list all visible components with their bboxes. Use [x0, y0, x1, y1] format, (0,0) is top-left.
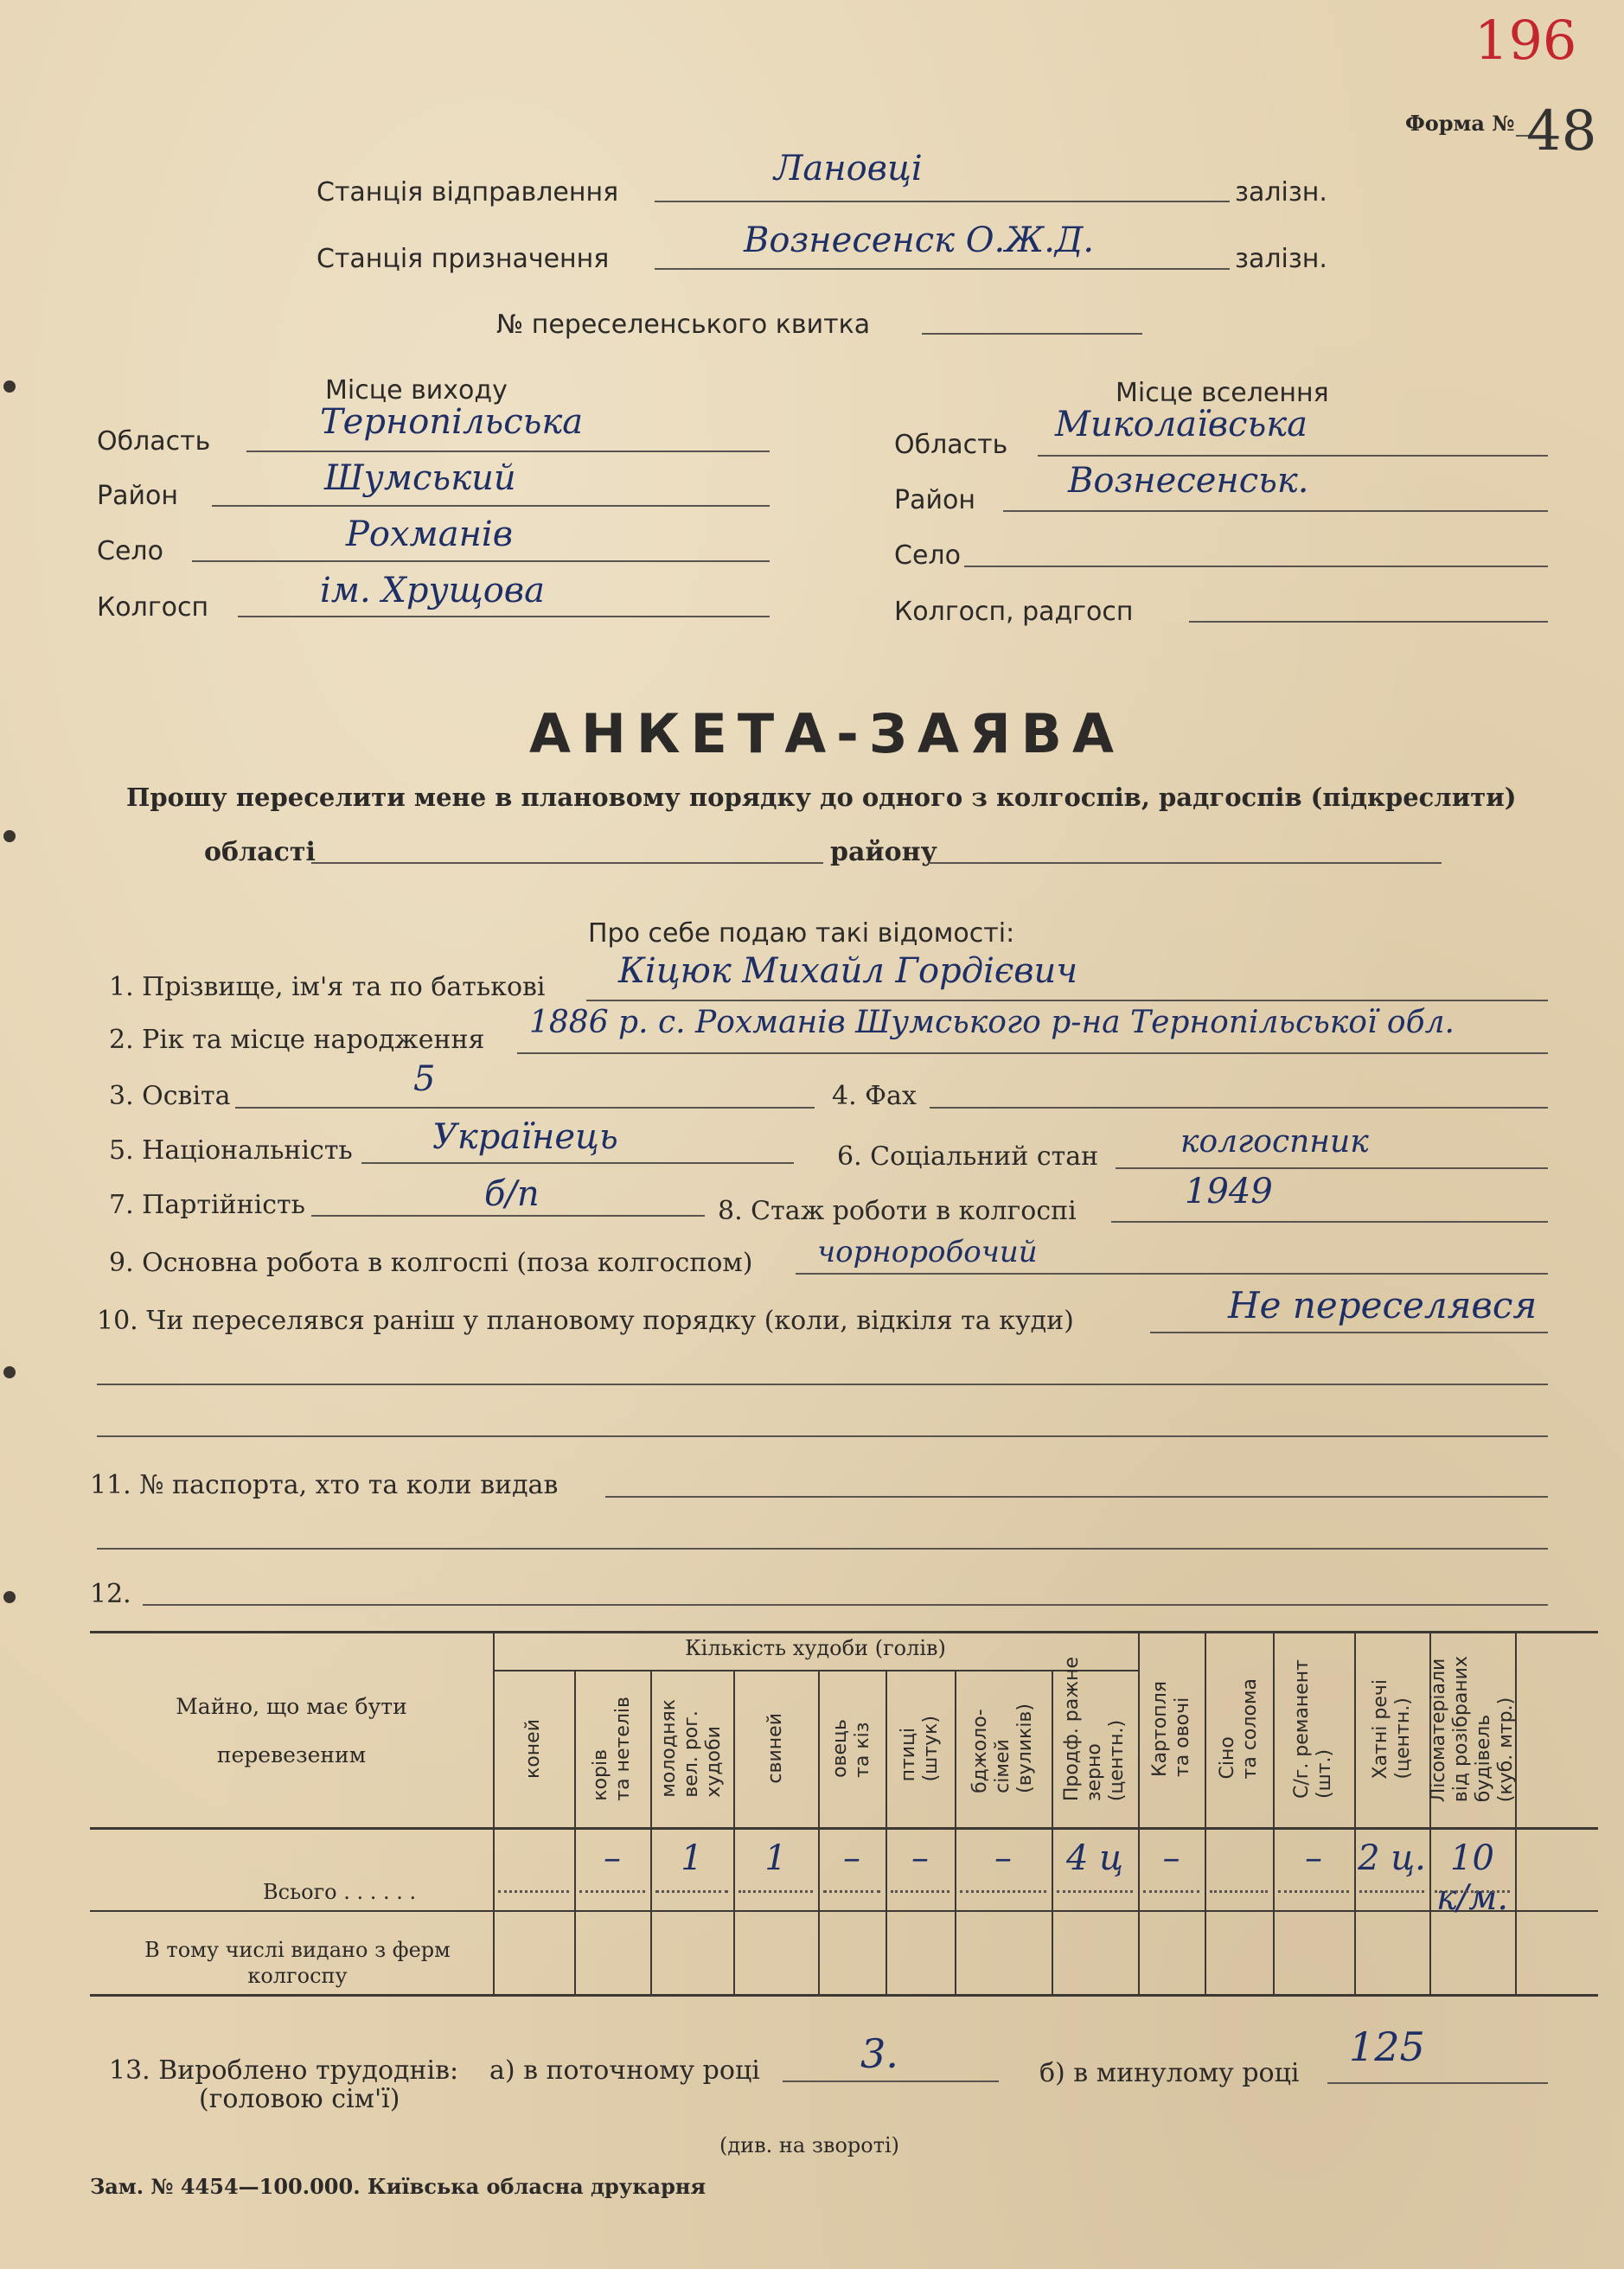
column-header-text: свиней	[764, 1713, 786, 1784]
page-title: АНКЕТА-ЗАЯВА	[529, 702, 1124, 765]
total-dotted-line	[1278, 1890, 1349, 1893]
q10-label: 10. Чи переселявся раніш у плановому порядку (коли, відкіля та куди)	[97, 1306, 1074, 1336]
total-dotted-line	[738, 1890, 813, 1893]
column-header-text: коней	[522, 1718, 544, 1779]
departure-value: Лановці	[774, 149, 923, 189]
total-dotted-line	[891, 1890, 949, 1893]
total-value: –	[1162, 1838, 1180, 1878]
q5-label: 5. Національність	[109, 1135, 353, 1166]
total-value: –	[843, 1838, 860, 1878]
printer-imprint: Зам. № 4454—100.000. Київська обласна друкарня	[90, 2174, 707, 2199]
intro-text: Про себе подаю такі відомості:	[588, 918, 1015, 949]
q2-value: 1886 р. с. Рохманів Шумського р-на Тернопільської обл.	[529, 1005, 1455, 1040]
total-dotted-line	[823, 1890, 880, 1893]
column-header-text: Продф. ражне зерно (центн.)	[1061, 1656, 1128, 1802]
raion-field-label: району	[830, 837, 937, 867]
q13-prev-value: 125	[1349, 2023, 1425, 2070]
column-header	[1429, 1631, 1515, 1827]
dest-selo-label: Село	[894, 540, 961, 571]
form-label: Форма №	[1405, 111, 1515, 136]
form-number: 48	[1526, 99, 1597, 163]
column-header-text: С/г. реманент (шт.)	[1291, 1659, 1335, 1799]
q4-label: 4. Фах	[832, 1081, 917, 1111]
total-value: 10 к/м.	[1435, 1838, 1509, 1918]
q6-value: колгоспник	[1180, 1124, 1369, 1160]
q2-label: 2. Рік та місце народження	[109, 1025, 485, 1055]
q6-label: 6. Соціальний стан	[837, 1141, 1099, 1172]
livestock-header: Кількість худоби (голів)	[685, 1636, 946, 1660]
q13-prev-label: б) в минулому році	[1039, 2058, 1300, 2088]
origin-selo-label: Село	[97, 536, 163, 566]
column-header-text: бджоло- сімей (вуликів)	[969, 1703, 1036, 1793]
column-header-text: овець та кіз	[829, 1719, 873, 1778]
column-header-text: Хатні речі (центн.)	[1369, 1678, 1414, 1780]
total-dotted-line	[960, 1890, 1046, 1893]
total-value: 4 ц	[1065, 1838, 1124, 1878]
column-header	[1273, 1631, 1354, 1827]
total-value: –	[994, 1838, 1012, 1878]
origin-heading: Місце виходу	[325, 375, 508, 406]
q7-value: б/п	[484, 1174, 540, 1214]
column-header-text: Картопля та овочі	[1148, 1680, 1193, 1778]
column-header	[886, 1670, 955, 1827]
rail-suffix-1: залізн.	[1235, 177, 1327, 208]
q8-value: 1949	[1185, 1172, 1273, 1211]
column-header-text: молодняк вел. рог. худоби	[658, 1699, 725, 1798]
origin-oblast-value: Тернопільська	[320, 402, 584, 442]
origin-kolhosp-label: Колгосп	[97, 592, 209, 623]
q1-label: 1. Прізвище, ім'я та по батькові	[109, 972, 546, 1002]
column-header	[1052, 1631, 1138, 1827]
departure-label: Станція відправлення	[316, 177, 619, 208]
punch-hole	[3, 1591, 16, 1603]
oblast-field-label: області	[204, 837, 316, 867]
column-header	[493, 1670, 574, 1827]
q3-label: 3. Освіта	[109, 1081, 231, 1111]
q3-value: 5	[413, 1059, 436, 1099]
origin-oblast-label: Область	[97, 426, 211, 457]
q8-label: 8. Стаж роботи в колгоспі	[718, 1196, 1077, 1226]
q12-label: 12.	[90, 1579, 131, 1609]
dest-kolhosp-label: Колгосп, радгосп	[894, 597, 1134, 627]
q13-sub: (головою сім'ї)	[199, 2084, 400, 2114]
column-header	[818, 1670, 886, 1827]
total-dotted-line	[498, 1890, 569, 1893]
origin-selo-value: Рохманів	[346, 515, 513, 554]
column-header	[733, 1670, 818, 1827]
dest-raion-value: Вознесенськ.	[1068, 461, 1309, 501]
q9-value: чорноробочий	[817, 1235, 1038, 1269]
column-header-text: корів та нетелів	[590, 1696, 634, 1801]
total-value: –	[1305, 1838, 1322, 1878]
column-header	[955, 1670, 1052, 1827]
total-value: 2 ц.	[1358, 1838, 1426, 1878]
total-dotted-line	[655, 1890, 728, 1893]
total-value: –	[604, 1838, 621, 1878]
destination-label: Станція призначення	[316, 244, 610, 274]
q1-value: Кіцюк Михайл Гордієвич	[618, 951, 1078, 991]
total-dotted-line	[1057, 1890, 1133, 1893]
column-header	[1138, 1631, 1205, 1827]
column-header-text: Лісоматеріали від розібраних будівель (куб. мтр.)	[1427, 1655, 1517, 1803]
column-header-text: Сіно та солома	[1216, 1678, 1261, 1780]
total-value: 1	[681, 1838, 703, 1878]
property-label: Майно, що має бути перевезеним	[176, 1694, 407, 1767]
ticket-label: № переселенського квитка	[496, 310, 871, 340]
origin-kolhosp-value: ім. Хрущова	[320, 571, 545, 610]
column-header	[650, 1670, 733, 1827]
total-dotted-line	[1143, 1890, 1199, 1893]
q11-label: 11. № паспорта, хто та коли видав	[90, 1470, 559, 1500]
q13-current-label: а) в поточному році	[489, 2055, 760, 2086]
column-header	[574, 1670, 650, 1827]
destination-value: Вознесенск О.Ж.Д.	[744, 221, 1095, 260]
origin-raion-value: Шумський	[324, 458, 516, 498]
column-header	[1205, 1631, 1273, 1827]
total-value: –	[911, 1838, 929, 1878]
dest-raion-label: Район	[894, 485, 975, 515]
q13-current-value: 3.	[860, 2030, 898, 2077]
dest-oblast-value: Миколаївська	[1055, 405, 1308, 444]
q7-label: 7. Партійність	[109, 1190, 305, 1220]
see-reverse: (див. на звороті)	[719, 2133, 900, 2157]
total-dotted-line	[579, 1890, 645, 1893]
punch-hole	[3, 830, 16, 842]
dest-oblast-label: Область	[894, 430, 1008, 460]
total-value: 1	[764, 1838, 787, 1878]
request-text: Прошу переселити мене в плановому порядку до одного з колгоспів, радгоспів (підкреслити)	[126, 783, 1517, 812]
archive-number: 196	[1474, 9, 1577, 72]
dest-heading: Місце вселення	[1116, 378, 1329, 408]
total-label: Всього . . . . . .	[263, 1880, 417, 1904]
punch-hole	[3, 1366, 16, 1378]
q9-label: 9. Основна робота в колгоспі (поза колгоспом)	[109, 1248, 753, 1278]
q13-label: 13. Вироблено трудоднів:	[109, 2055, 459, 2086]
rail-suffix-2: залізн.	[1235, 244, 1327, 274]
q10-value: Не переселявся	[1228, 1284, 1538, 1326]
punch-hole	[3, 380, 16, 393]
q5-value: Українець	[432, 1117, 618, 1157]
total-dotted-line	[1435, 1890, 1510, 1893]
total-dotted-line	[1210, 1890, 1268, 1893]
column-header	[1354, 1631, 1429, 1827]
farm-label: В тому числі видано з ферм колгоспу	[144, 1938, 451, 1988]
origin-raion-label: Район	[97, 481, 178, 511]
total-dotted-line	[1359, 1890, 1424, 1893]
column-header-text: птиці (штук)	[898, 1715, 942, 1782]
property-table	[90, 1631, 1598, 1994]
